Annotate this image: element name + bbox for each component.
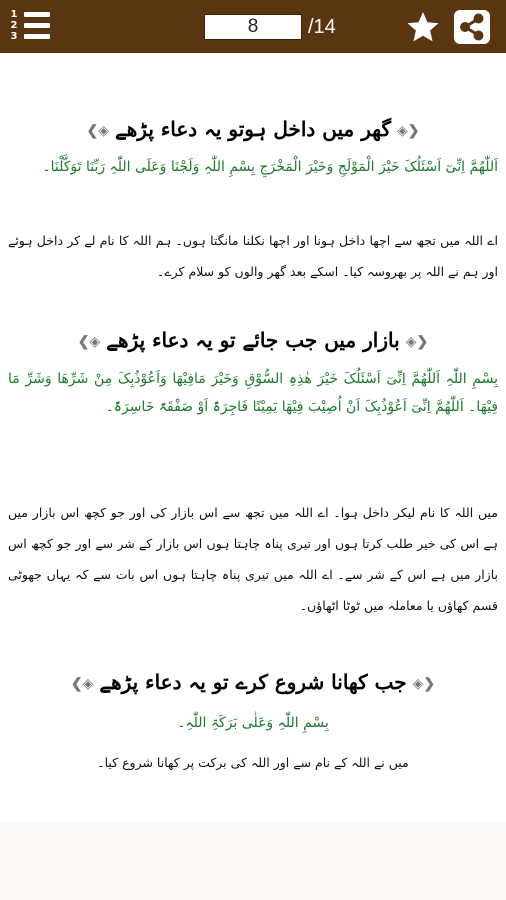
favorite-button[interactable] <box>405 9 441 45</box>
menu-line <box>24 34 50 39</box>
arabic-dua-text: اَللّٰھُمَّ اِنِّیٓ اَسْئَلُکَ خَیْرَ الْمَوْلَجِ وَخَیْرَ الْمَخْرَجِ بِسْمِ اللّٰہِ وَلَجْنَا وَعَلَی اللّٰہِ رَبِّنَا تَوَکَّلْنَا۔ <box>42 159 498 175</box>
chapter-list-button[interactable] <box>8 9 54 45</box>
menu-number-1: 1 <box>10 9 18 20</box>
arabic-dua-text: بِسْمِ اللّٰہِ اَللّٰھُمَّ اِنِّیٓ اَسْئَلُکَ خَیْرَ ھٰذِہِ السُّوْقِ وَخَیْرَ مَافِیْھَا وَاَعُوْذُبِکَ مِنْ شَرِّھَا وَشَرِّ مَا فِیْھَا۔ اَللّٰھُمَّ اِنِّیٓ اَعُوْذُبِکَ اَنْ اُصِیْبَ فِیْھَا یَمِیْنًا فَاجِرَۃً اَوْ صَفْقَۃً خَاسِرَۃً۔ <box>8 371 498 415</box>
ornament-icon: ◈❯ <box>77 333 101 350</box>
ornament-icon: ❮◈ <box>405 333 429 350</box>
section-heading: ❮◈جب کھانا شروع کرے تو یہ دعاء پڑھے◈❯ <box>0 665 506 699</box>
ornament-icon: ◈❯ <box>70 675 94 692</box>
section-heading: ❮◈گھر میں داخل ہوتو یہ دعاء پڑھے◈❯ <box>0 113 506 145</box>
star-icon <box>405 9 441 45</box>
menu-line <box>24 12 50 17</box>
dua-page-content <box>0 53 506 823</box>
section-heading: ❮◈بازار میں جب جائے تو یہ دعاء پڑھے◈❯ <box>0 323 506 357</box>
arabic-dua-text: بِسْمِ اللّٰہِ وَعَلٰی بَرَکَۃِ اللّٰہِ۔ <box>177 715 329 731</box>
bottom-blank-area <box>0 823 506 900</box>
urdu-translation-text: اے اللہ میں تجھ سے اچھا داخل ہونا اور اچھا نکلنا مانگتا ہوں۔ ہم اللہ کا نام لے کر داخل ہوئے اور ہم نے اللہ پر بھروسہ کیا۔ اسکے بعد گھر والوں کو سلام کرے۔ <box>8 233 498 279</box>
menu-line <box>24 23 50 28</box>
ornament-icon: ❮◈ <box>396 122 420 139</box>
ornament-icon: ❮◈ <box>412 675 436 692</box>
page-number-input[interactable]: 8 <box>204 14 302 40</box>
urdu-translation-text: میں نے اللہ کے نام سے اور اللہ کی برکت پر کھانا شروع کیا۔ <box>97 755 409 770</box>
share-button[interactable] <box>454 10 490 44</box>
top-toolbar <box>0 0 506 53</box>
total-pages-label: /14 <box>308 16 336 38</box>
menu-number-2: 2 <box>10 20 18 31</box>
urdu-translation-text: میں اللہ کا نام لیکر داخل ہوا۔ اے اللہ میں تجھ سے اس بازار کی اور جو کچھ اس بازار میں ہے اس کی خیر طلب کرتا ہوں اور تیری پناہ چاہتا ہوں اس بازار کے شر سے اور جو کچھ اس بازار میں ہے اس کے شر سے۔ اے اللہ میں تیری پناہ چاہتا ہوں اس بات سے کہ یہاں جھوٹی قسم کھاؤں یا معاملہ میں ٹوٹا اٹھاؤں۔ <box>8 505 498 613</box>
share-icon <box>454 10 490 44</box>
menu-number-3: 3 <box>10 31 18 42</box>
list-menu-icon <box>8 9 20 42</box>
ornament-icon: ◈❯ <box>86 122 110 139</box>
